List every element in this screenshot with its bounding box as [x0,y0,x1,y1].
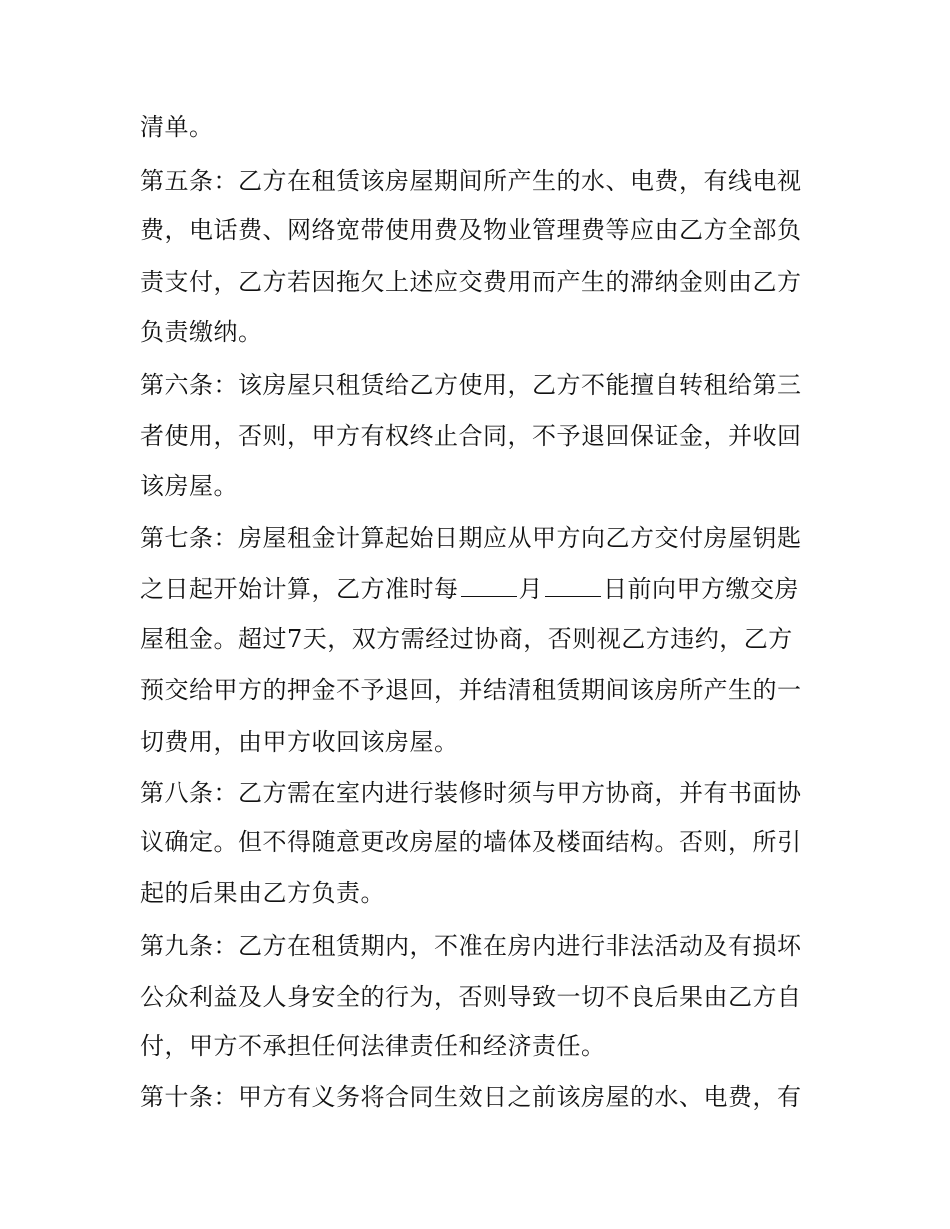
text-line: 预交给甲方的押金不予退回，并结清租赁期间该房所产生的一 [140,676,802,704]
text-line: 第九条：乙方在租赁期内，不准在房内进行非法活动及有损坏 [140,932,802,960]
text-line-with-blanks [140,569,799,609]
text-line: 该房屋。 [140,472,238,500]
text-segment: 之日起开始计算，乙方准时每 [140,575,459,603]
text-line: 第十条：甲方有义务将合同生效日之前该房屋的水、电费，有 [140,1083,802,1111]
text-segment: 日前向甲方缴交房 [603,575,799,603]
text-line: 切费用，由甲方收回该房屋。 [140,728,459,756]
fill-in-blank-month [461,570,517,597]
text-line: 第五条：乙方在租赁该房屋期间所产生的水、电费，有线电视 [140,167,802,195]
text-line: 清单。 [140,113,214,141]
text-line: 议确定。但不得随意更改房屋的墙体及楼面结构。否则，所引 [140,828,802,856]
text-line: 付，甲方不承担任何法律责任和经济责任。 [140,1032,606,1060]
text-line: 负责缴纳。 [140,318,263,346]
fill-in-blank-day [545,570,601,597]
text-line: 费，电话费、网络宽带使用费及物业管理费等应由乙方全部负 [140,216,802,244]
text-line: 责支付，乙方若因拖欠上述应交费用而产生的滞纳金则由乙方 [140,268,802,296]
text-line: 屋租金。超过7天，双方需经过协商，否则视乙方违约，乙方 [140,625,793,653]
text-line: 第七条：房屋租金计算起始日期应从甲方向乙方交付房屋钥匙 [140,524,802,552]
text-line: 起的后果由乙方负责。 [140,879,385,907]
month-label: 月 [518,575,543,603]
text-line: 者使用，否则，甲方有权终止合同，不予退回保证金，并收回 [140,422,802,450]
text-line: 第六条：该房屋只租赁给乙方使用，乙方不能擅自转租给第三 [140,371,802,399]
text-line: 公众利益及人身安全的行为，否则导致一切不良后果由乙方自 [140,983,802,1011]
text-line: 第八条：乙方需在室内进行装修时须与甲方协商，并有书面协 [140,779,802,807]
